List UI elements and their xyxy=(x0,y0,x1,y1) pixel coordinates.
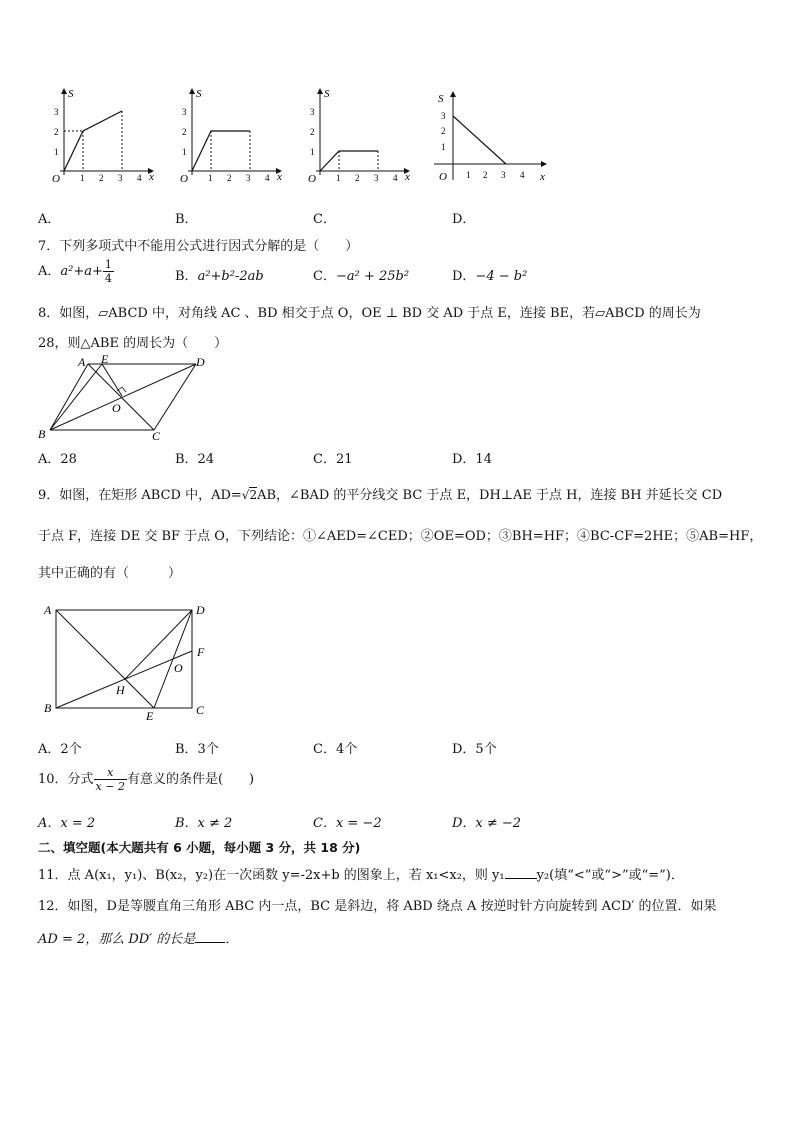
svg-text:3: 3 xyxy=(441,111,446,121)
q9-label-b: B xyxy=(44,701,52,715)
q9-label-a: A xyxy=(44,603,52,617)
svg-text:2: 2 xyxy=(355,173,360,183)
q9-label-e: E xyxy=(146,709,154,723)
svg-text:4: 4 xyxy=(520,170,525,180)
q11-post: y₂(填“<”或“>”或“=”)． xyxy=(536,868,684,883)
q8-label-o: O xyxy=(112,401,121,415)
graph-a-x-label: x xyxy=(149,171,154,183)
svg-text:2: 2 xyxy=(310,127,315,137)
q9-sqrt: √2 xyxy=(241,488,258,502)
q7-d-label: D． xyxy=(452,269,476,284)
q9-option-c[interactable]: C．4个 xyxy=(313,742,358,757)
svg-text:3: 3 xyxy=(310,107,315,117)
graph-c-x-label: x xyxy=(405,171,410,183)
svg-text:4: 4 xyxy=(393,173,398,183)
q11-stem xyxy=(38,864,684,883)
svg-text:2: 2 xyxy=(54,127,59,137)
svg-text:1: 1 xyxy=(441,142,446,152)
q8-label-a: A xyxy=(78,355,86,369)
svg-text:4: 4 xyxy=(265,173,270,183)
q10-den: x − 2 xyxy=(95,780,125,793)
q12-stem-line1: 12．如图，D是等腰直角三角形 ABC 内一点，BC 是斜边，将 ABD 绕点 A 按逆时针方向旋转到 ACD′ 的位置．如果 xyxy=(38,899,717,914)
graph-b-s-label: S xyxy=(196,88,202,100)
graph-d-s-label: S xyxy=(438,93,444,105)
q7-a-num: 1 xyxy=(104,258,112,271)
q10-fraction xyxy=(94,766,127,793)
svg-text:1: 1 xyxy=(54,147,59,157)
q8-option-b[interactable]: B．24 xyxy=(175,452,215,467)
q7-a-fraction xyxy=(103,258,114,285)
svg-text:2: 2 xyxy=(441,126,446,136)
svg-text:1: 1 xyxy=(466,170,471,180)
svg-text:3: 3 xyxy=(374,173,379,183)
q9-stem-line2: 于点 F，连接 DE 交 BF 于点 O，下列结论：①∠AED=∠CED；②OE=OD；③BH=HF；④BC-CF=2HE；⑤AB=HF， xyxy=(38,529,763,544)
q9-sqrt-value: 2 xyxy=(249,488,258,502)
q8-option-d[interactable]: D．14 xyxy=(452,452,492,467)
q9-option-b[interactable]: B．3个 xyxy=(175,742,219,757)
q9-figure xyxy=(36,598,216,726)
svg-text:2: 2 xyxy=(483,170,488,180)
svg-text:3: 3 xyxy=(246,173,251,183)
svg-text:2: 2 xyxy=(182,127,187,137)
q6-option-b[interactable]: B． xyxy=(175,212,198,227)
q8-option-c[interactable]: C．21 xyxy=(313,452,353,467)
q8-option-a[interactable]: A．28 xyxy=(38,452,77,467)
q9-stem-line3: 其中正确的有（ ） xyxy=(38,566,182,581)
q10-num: x xyxy=(94,766,127,780)
q11-answer-blank[interactable] xyxy=(505,868,537,879)
q8-label-e: E xyxy=(101,354,109,366)
q8-label-b: B xyxy=(38,427,46,441)
q7-option-c[interactable] xyxy=(313,265,409,284)
svg-text:2: 2 xyxy=(99,173,104,183)
section-2-heading: 二、填空题(本大题共有 6 小题，每小题 3 分，共 18 分) xyxy=(38,840,361,855)
q10-option-a[interactable]: A．x = 2 xyxy=(38,816,96,831)
svg-text:4: 4 xyxy=(137,173,142,183)
graph-c-origin: O xyxy=(308,173,316,185)
svg-text:3: 3 xyxy=(501,170,506,180)
graph-b-origin: O xyxy=(180,173,188,185)
q9-label-f: F xyxy=(197,645,205,659)
q12-line2-pre: AD = 2，那么 DD′ 的长是 xyxy=(38,932,196,947)
q10-stem xyxy=(38,766,254,793)
q9-stem-line1 xyxy=(38,484,722,503)
q10-option-c[interactable]: C．x = −2 xyxy=(313,816,382,831)
svg-text:3: 3 xyxy=(54,107,59,117)
q9-line1-pre: 9．如图，在矩形 ABCD 中，AD= xyxy=(38,488,242,503)
graph-b-x-label: x xyxy=(277,171,282,183)
q7-option-d[interactable] xyxy=(452,265,527,284)
svg-text:1: 1 xyxy=(182,147,187,157)
q9-label-c: C xyxy=(196,703,205,717)
svg-text:2: 2 xyxy=(227,173,232,183)
svg-text:1: 1 xyxy=(310,147,315,157)
q10-option-b[interactable]: B．x ≠ 2 xyxy=(175,816,233,831)
q12-stem-line2 xyxy=(38,928,238,947)
graph-a xyxy=(38,85,158,185)
q6-option-c[interactable]: C． xyxy=(313,212,336,227)
q12-answer-blank[interactable] xyxy=(195,932,225,943)
q6-option-d[interactable]: D． xyxy=(452,212,476,227)
q7-b-expr: a²+b²-2ab xyxy=(197,269,264,284)
q7-b-label: B． xyxy=(175,269,198,284)
q8-label-d: D xyxy=(196,355,205,369)
q9-option-a[interactable]: A．2个 xyxy=(38,742,82,757)
graph-b xyxy=(166,85,286,185)
q8-figure xyxy=(36,354,216,446)
graph-d-origin: O xyxy=(439,171,447,183)
graph-d xyxy=(428,88,552,188)
q7-a-expr: a²+a+ xyxy=(60,264,103,279)
q10-post: 有意义的条件是( ) xyxy=(126,772,255,787)
q7-d-expr: −4 − b² xyxy=(475,269,528,284)
q7-c-expr: −a² + 25b² xyxy=(335,269,410,284)
q7-a-den: 4 xyxy=(104,272,112,285)
q10-pre: 10．分式 xyxy=(38,772,94,787)
q9-option-d[interactable]: D．5个 xyxy=(452,742,497,757)
graph-c xyxy=(294,85,414,185)
q8-stem-line1: 8．如图，▱ABCD 中，对角线 AC 、BD 相交于点 O，OE ⊥ BD 交 AD 于点 E，连接 BE，若▱ABCD 的周长为 xyxy=(38,306,701,321)
svg-text:1: 1 xyxy=(80,173,85,183)
q10-option-d[interactable]: D．x ≠ −2 xyxy=(452,816,522,831)
q8-stem-line2: 28，则△ABE 的周长为（ ） xyxy=(38,336,228,351)
q7-option-b[interactable] xyxy=(175,265,264,284)
svg-text:1: 1 xyxy=(336,173,341,183)
q7-a-label: A． xyxy=(38,264,61,279)
graph-a-s-label: S xyxy=(68,88,74,100)
q7-option-a[interactable] xyxy=(38,258,114,285)
q9-label-d: D xyxy=(196,603,205,617)
q8-label-c: C xyxy=(152,429,161,443)
svg-text:1: 1 xyxy=(208,173,213,183)
q9-label-o: O xyxy=(174,661,183,675)
q9-label-h: H xyxy=(116,683,125,697)
q7-stem: 7．下列多项式中不能用公式进行因式分解的是（ ） xyxy=(38,239,359,254)
q7-c-label: C． xyxy=(313,269,336,284)
graph-d-x-label: x xyxy=(540,171,545,183)
graph-a-origin: O xyxy=(52,173,60,185)
q6-option-a[interactable]: A． xyxy=(38,212,61,227)
svg-text:3: 3 xyxy=(182,107,187,117)
q12-line2-post: ． xyxy=(225,932,239,947)
graph-c-s-label: S xyxy=(324,88,330,100)
svg-text:3: 3 xyxy=(118,173,123,183)
q11-pre: 11．点 A(x₁，y₁)、B(x₂，y₂)在一次函数 y=-2x+b 的图象上，若 x₁<x₂，则 y₁ xyxy=(38,868,505,883)
q9-line1-post: AB，∠BAD 的平分线交 BC 于点 E，DH⊥AE 于点 H，连接 BH 并延长交 CD xyxy=(257,488,723,503)
